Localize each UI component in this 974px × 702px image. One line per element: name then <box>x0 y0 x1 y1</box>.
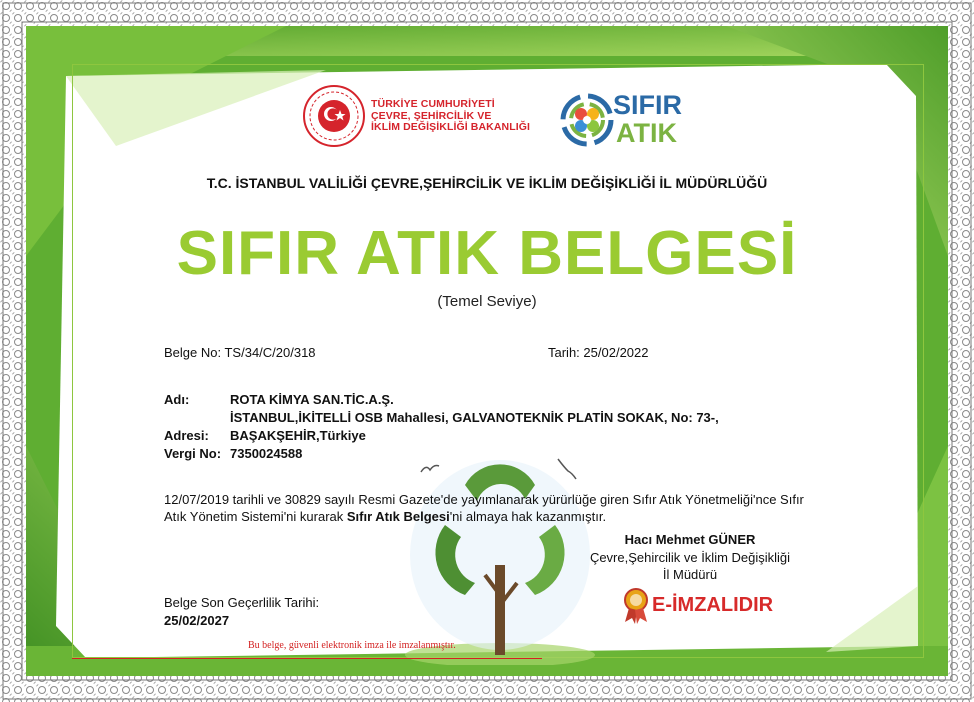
statement-text: 12/07/2019 tarihli ve 30829 sayılı Resmi Gazete'de yayımlanarak yürürlüğe giren Sıfır Atık Yönetmeliği'nce Sıfır Atık Yönetim Sistemi'ni kurarak <box>164 492 804 524</box>
certificate-title: SIFIR ATIK BELGESİ <box>176 219 798 288</box>
ministry-line-3: İKLİM DEĞİŞİKLİĞİ BAKANLIĞI <box>371 121 531 133</box>
ministry-line-2: ÇEVRE, ŞEHİRCİLİK VE <box>371 109 492 122</box>
holder-name-label: Adı: <box>164 392 190 407</box>
holder-address-label: Adresi: <box>164 428 209 443</box>
bird-icon <box>556 457 578 483</box>
footer-divider <box>72 658 542 659</box>
bird-icon <box>420 462 440 476</box>
e-signature-note: Bu belge, güvenli elektronik imza ile imzalanmıştır. <box>248 640 456 651</box>
validity-label: Belge Son Geçerlilik Tarihi: <box>164 595 320 610</box>
statement-text-end: 'ni almaya hak kazanmıştır. <box>449 509 607 524</box>
document-number <box>164 345 316 360</box>
issue-date-value: 25/02/2022 <box>583 345 649 360</box>
document-number-label: Belge No: <box>164 345 222 360</box>
issue-date <box>548 345 649 360</box>
certificate-level: (Temel Seviye) <box>437 293 537 310</box>
certificate-statement <box>164 491 804 525</box>
signatory-title-line-1: Çevre,Şehircilik ve İklim Değişikliği <box>589 550 791 565</box>
zero-waste-logo-word-1: SIFIR <box>613 90 683 120</box>
ministry-name <box>371 99 530 134</box>
issue-date-label: Tarih: <box>548 345 580 360</box>
signatory-name: Hacı Mehmet GÜNER <box>624 532 756 547</box>
issuing-office: T.C. İSTANBUL VALİLİĞİ ÇEVRE,ŞEHİRCİLİK VE İKLİM DEĞİŞİKLİĞİ İL MÜDÜRLÜĞÜ <box>206 175 768 191</box>
holder-name: ROTA KİMYA SAN.TİC.A.Ş. <box>230 392 394 407</box>
signatory-title-line-2: İl Müdürü <box>662 567 718 582</box>
document-number-value: TS/34/C/20/318 <box>224 345 316 360</box>
tax-number: 7350024588 <box>230 446 303 461</box>
zero-waste-logo-word-2: ATIK <box>616 118 677 148</box>
statement-highlight: Sıfır Atık Belgesi <box>346 509 450 524</box>
holder-address-line-1: İSTANBUL,İKİTELLİ OSB Mahallesi, GALVANOTEKNİK PLATİN SOKAK, No: 73-, <box>230 410 719 425</box>
ministry-line-1: TÜRKİYE CUMHURİYETİ <box>371 98 495 110</box>
validity-date: 25/02/2027 <box>164 613 230 628</box>
holder-address-line-2: BAŞAKŞEHİR,Türkiye <box>230 428 366 443</box>
e-signature-badge: E-İMZALIDIR <box>652 594 774 616</box>
tax-number-label: Vergi No: <box>164 446 222 461</box>
